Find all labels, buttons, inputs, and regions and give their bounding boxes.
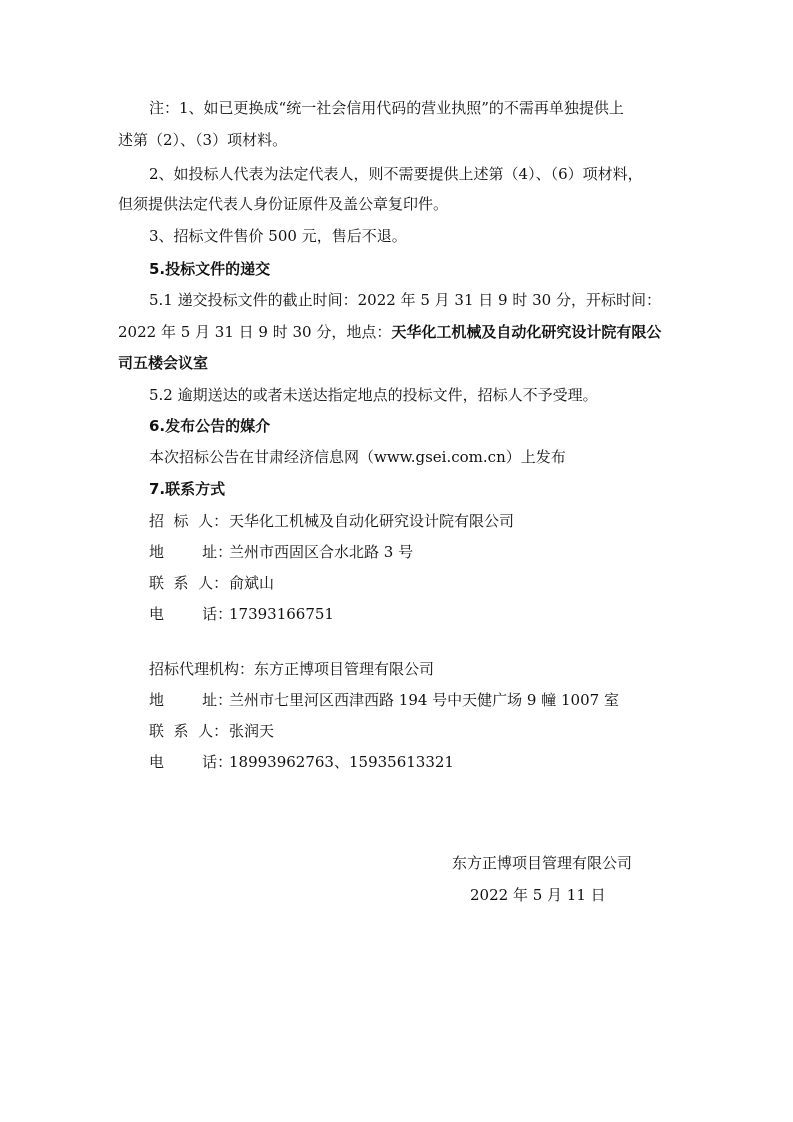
agency-contact: 张润天 xyxy=(229,722,275,740)
agency-name-label: 招标代理机构： xyxy=(149,660,255,678)
tenderer-contact-label: 联 系 人： xyxy=(149,574,229,592)
tenderer-name-row xyxy=(149,511,514,531)
agency-name-row xyxy=(149,659,434,679)
note1-line2: 述第（2）、（3）项材料。 xyxy=(118,131,288,149)
agency-address-row xyxy=(149,690,619,710)
note2-line2: 但须提供法定代表人身份证原件及盖公章复印件。 xyxy=(118,195,449,213)
section5-p1-line2-prefix: 2022 年 5 月 31 日 9 时 30 分，地点： xyxy=(118,323,392,341)
section5-heading: 5.投标文件的递交 xyxy=(149,260,271,278)
section5-p1-line2 xyxy=(118,322,661,342)
agency-contact-row xyxy=(149,721,274,741)
note1-line1: 注：1、如已更换成“统一社会信用代码的营业执照”的不需再单独提供上 xyxy=(149,99,624,117)
signature-date: 2022 年 5 月 11 日 xyxy=(470,886,606,904)
agency-address: 兰州市七里河区西津西路 194 号中天健广场 9 幢 1007 室 xyxy=(229,691,619,709)
section6-heading: 6.发布公告的媒介 xyxy=(149,417,271,435)
section5-p1-line3: 司五楼会议室 xyxy=(118,354,209,372)
agency-address-label: 地 址： xyxy=(149,691,233,709)
agency-phone-label: 电 话： xyxy=(149,753,233,771)
section6-text: 本次招标公告在甘肃经济信息网（www.gsei.com.cn）上发布 xyxy=(149,448,566,466)
agency-name: 东方正博项目管理有限公司 xyxy=(254,660,435,678)
tenderer-address-row xyxy=(149,542,413,562)
agency-contact-label: 联 系 人： xyxy=(149,722,229,740)
signature-org: 东方正博项目管理有限公司 xyxy=(452,854,633,872)
section5-p1-line1: 5.1 递交投标文件的截止时间：2022 年 5 月 31 日 9 时 30 分，开标时间： xyxy=(149,291,661,309)
tenderer-phone-row xyxy=(149,604,334,624)
note3: 3、招标文件售价 500 元，售后不退。 xyxy=(149,227,407,245)
note2-line1: 2、如投标人代表为法定代表人，则不需要提供上述第（4）、（6）项材料， xyxy=(149,165,643,183)
section5-p2: 5.2 逾期送达的或者未送达指定地点的投标文件，招标人不予受理。 xyxy=(149,386,598,404)
tenderer-address: 兰州市西固区合水北路 3 号 xyxy=(229,543,414,561)
tenderer-name: 天华化工机械及自动化研究设计院有限公司 xyxy=(229,512,515,530)
tenderer-contact-row xyxy=(149,573,274,593)
tenderer-address-label: 地 址： xyxy=(149,543,233,561)
section5-location-bold: 天华化工机械及自动化研究设计院有限公 xyxy=(391,323,662,341)
agency-phone-row xyxy=(149,752,454,772)
agency-phone: 18993962763、15935613321 xyxy=(229,753,454,771)
tenderer-phone: 17393166751 xyxy=(229,605,334,623)
tenderer-phone-label: 电 话： xyxy=(149,605,233,623)
section7-heading: 7.联系方式 xyxy=(149,480,226,498)
tenderer-contact: 俞斌山 xyxy=(229,574,275,592)
tenderer-name-label: 招 标 人： xyxy=(149,512,229,530)
